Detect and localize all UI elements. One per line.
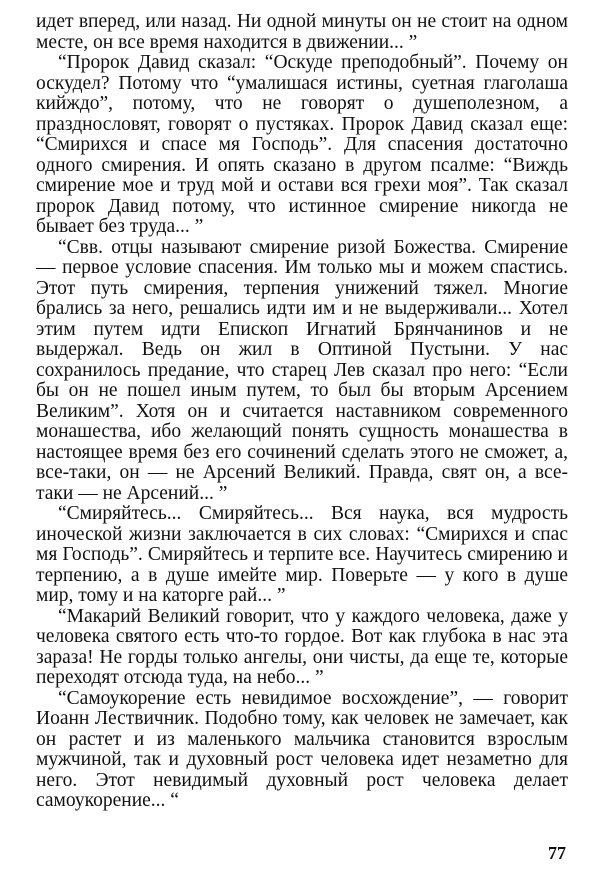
- paragraph-macarius: “Макарий Великий говорит, что у каждого человека, даже у человека святого есть что-то гордое. Вот как глубока в нас эта зараза! Не горды только ангелы, они чисты, да еще те, которые переходят отсюда туда, на небо... ”: [36, 605, 568, 688]
- paragraph-fathers-humility: “Свв. отцы называют смирение ризой Божества. Смирение — первое условие спасения. Им только мы и можем спастись. Этот путь смирения, терпения унижений тяжел. Многие брались за него, решались идти им и не выдерживали... Хотел этим путем идти Епископ Игнатий Брянчанинов и не выдержал. Ведь он жил в Оптиной Пустыни. У нас сохранилось предание, что старец Лев сказал про него: “Если бы он не пошел иным путем, то был бы вторым Арсением Великим”. Хотя он и считается наставником современного монашества, ибо желающий понять сущность монашества в настоящее время без его сочинений сделать этого не сможет, а, все-таки, он — не Арсений Великий. Правда, свят он, а все-таки — не Арсений... ”: [36, 236, 568, 504]
- page-number: 77: [548, 843, 566, 863]
- paragraph-humble-yourselves: “Смиряйтесь... Смиряйтесь... Вся наука, вся мудрость иноческой жизни заключается в сих словах: “Смирихся и спас мя Господь”. Смиряйтесь и терпите все. Научитесь смирению и терпению, а в душе имейте мир. Поверьте — у кого в душе мир, тому и на каторге рай... ”: [36, 503, 568, 606]
- paragraph-prophet-david: “Пророк Давид сказал: “Оскуде преподобный”. Почему он оскудел? Потому что “умалишася истины, суетная глаголаша кийждо”, потому, что не говорят о душеполезном, а празднословят, говорят о пустяках. Пророк Давид сказал еще: “Смирихся и спасе мя Господь”. Для спасения достаточно одного смирения. И опять сказано в другом псалме: “Виждь смирение мое и труд мой и остави вся грехи моя”. Так сказал пророк Давид потому, что истинное смирение никогда не бывает без труда... ”: [36, 52, 568, 237]
- paragraph-self-reproach: “Самоукорение есть невидимое восхождение”, — говорит Иоанн Лествичник. Подобно тому, как человек не замечает, как он растет и из маленького мальчика становится взрослым мужчиной, так и духовный рост человека идет незаметно для него. Этот невидимый духовный рост человека делает самоукорение... “: [36, 687, 568, 811]
- book-page-text: [36, 12, 568, 812]
- paragraph-continuation: идет вперед, или назад. Ни одной минуты он не стоит на одном месте, он все время находится в движении... ”: [36, 11, 568, 53]
